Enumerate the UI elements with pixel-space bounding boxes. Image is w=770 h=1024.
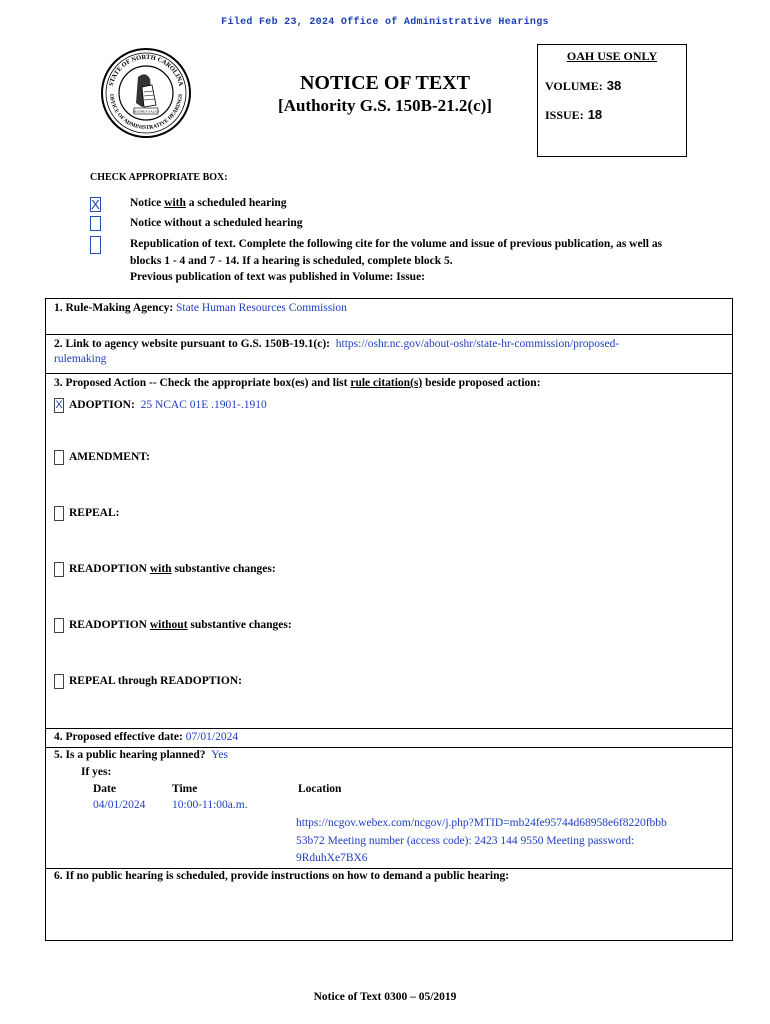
section-public-hearing: 5. Is a public hearing planned? Yes — [54, 749, 228, 761]
readoption-without-checkbox[interactable] — [54, 618, 64, 633]
divider — [46, 373, 732, 374]
effective-date-value: 07/01/2024 — [185, 731, 239, 743]
oah-heading: OAH USE ONLY — [566, 49, 658, 63]
oah-use-only-box — [537, 44, 687, 157]
hearing-location-line-2: 53b72 Meeting number (access code): 2423 144 9550 Meeting password: — [296, 835, 635, 847]
date-header: Date — [93, 783, 116, 795]
public-hearing-value: Yes — [211, 749, 228, 761]
volume-value: 38 — [606, 78, 622, 93]
readoption-without-row: READOPTION without substantive changes: — [54, 618, 292, 633]
filed-stamp: Filed Feb 23, 2024 Office of Administrative Hearings — [221, 17, 549, 28]
svg-text:STATE OF NORTH CAROLINA: STATE OF NORTH CAROLINA — [107, 53, 185, 87]
issue-label: ISSUE: — [545, 108, 584, 122]
notice-without-hearing-label: Notice without a scheduled hearing — [130, 217, 303, 229]
republication-line-3: Previous publication of text was published in Volume: Issue: — [130, 271, 426, 283]
issue-value: 18 — [587, 107, 603, 122]
readoption-with-row: READOPTION with substantive changes: — [54, 562, 276, 577]
divider — [46, 747, 732, 748]
hearing-location-line-3: 9RduhXe7BX6 — [296, 852, 368, 864]
readoption-with-checkbox[interactable] — [54, 562, 64, 577]
hearing-location-line-1[interactable]: https://ncgov.webex.com/ncgov/j.php?MTID=mb24fe95744d68958e6f8220fbbb — [296, 817, 667, 829]
notice-without-hearing-checkbox[interactable] — [90, 216, 101, 231]
divider — [46, 334, 732, 335]
check-appropriate-box-label: CHECK APPROPRIATE BOX: — [90, 172, 228, 183]
repeal-through-readoption-row: REPEAL through READOPTION: — [54, 674, 242, 689]
state-seal-logo — [100, 47, 192, 139]
issue-row — [545, 107, 602, 123]
hearing-date: 04/01/2024 — [93, 799, 146, 811]
authority-subtitle: [Authority G.S. 150B-21.2(c)] — [278, 96, 492, 115]
republication-line-2: blocks 1 - 4 and 7 - 14. If a hearing is scheduled, complete block 5. — [130, 255, 453, 267]
volume-row — [545, 78, 621, 94]
adoption-value: 25 NCAC 01E .1901-.1910 — [140, 399, 267, 412]
location-header: Location — [298, 783, 342, 795]
amendment-checkbox[interactable] — [54, 450, 64, 465]
svg-text:LEGIBUS SALUS: LEGIBUS SALUS — [132, 109, 160, 114]
agency-website-link-cont[interactable]: rulemaking — [54, 353, 107, 365]
repeal-checkbox[interactable] — [54, 506, 64, 521]
republication-checkbox[interactable] — [90, 236, 101, 254]
agency-website-link[interactable]: https://oshr.nc.gov/about-oshr/state-hr-commission/proposed- — [335, 338, 620, 350]
adoption-checkbox[interactable]: X — [55, 399, 63, 411]
agency-value: State Human Resources Commission — [176, 302, 347, 314]
volume-label: VOLUME: — [545, 79, 603, 93]
form-frame — [45, 298, 733, 941]
republication-line-1: Republication of text. Complete the following cite for the volume and issue of previous publication, as well as — [130, 238, 663, 250]
adoption-row: X ADOPTION: 25 NCAC 01E .1901-.1910 — [55, 399, 267, 412]
divider — [46, 728, 732, 729]
section-demand-hearing: 6. If no public hearing is scheduled, provide instructions on how to demand a public hearing: — [54, 870, 510, 882]
form-footer: Notice of Text 0300 – 05/2019 — [313, 991, 457, 1003]
repeal-row: REPEAL: — [54, 506, 119, 521]
svg-text:OFFICE OF ADMINISTRATIVE HEARI: OFFICE OF ADMINISTRATIVE HEARINGS — [107, 93, 185, 132]
repeal-through-readoption-checkbox[interactable] — [54, 674, 64, 689]
amendment-row: AMENDMENT: — [54, 450, 150, 465]
section-agency-website: 2. Link to agency website pursuant to G.S. 150B-19.1(c): https://oshr.nc.gov/about-oshr/state-hr-commission/proposed- — [54, 338, 620, 350]
if-yes-label: If yes: — [81, 766, 112, 778]
document-title: NOTICE OF TEXT — [299, 72, 471, 94]
divider — [46, 868, 732, 869]
section-rule-making-agency: 1. Rule-Making Agency: State Human Resources Commission — [54, 302, 347, 314]
notice-with-hearing-checkbox[interactable]: X — [91, 197, 100, 212]
hearing-time: 10:00-11:00a.m. — [172, 799, 248, 811]
notice-with-hearing-label: Notice with a scheduled hearing — [130, 197, 287, 209]
section-proposed-action: 3. Proposed Action -- Check the appropriate box(es) and list rule citation(s) beside proposed action: — [54, 377, 541, 389]
time-header: Time — [172, 783, 198, 795]
section-effective-date: 4. Proposed effective date: 07/01/2024 — [54, 731, 239, 743]
